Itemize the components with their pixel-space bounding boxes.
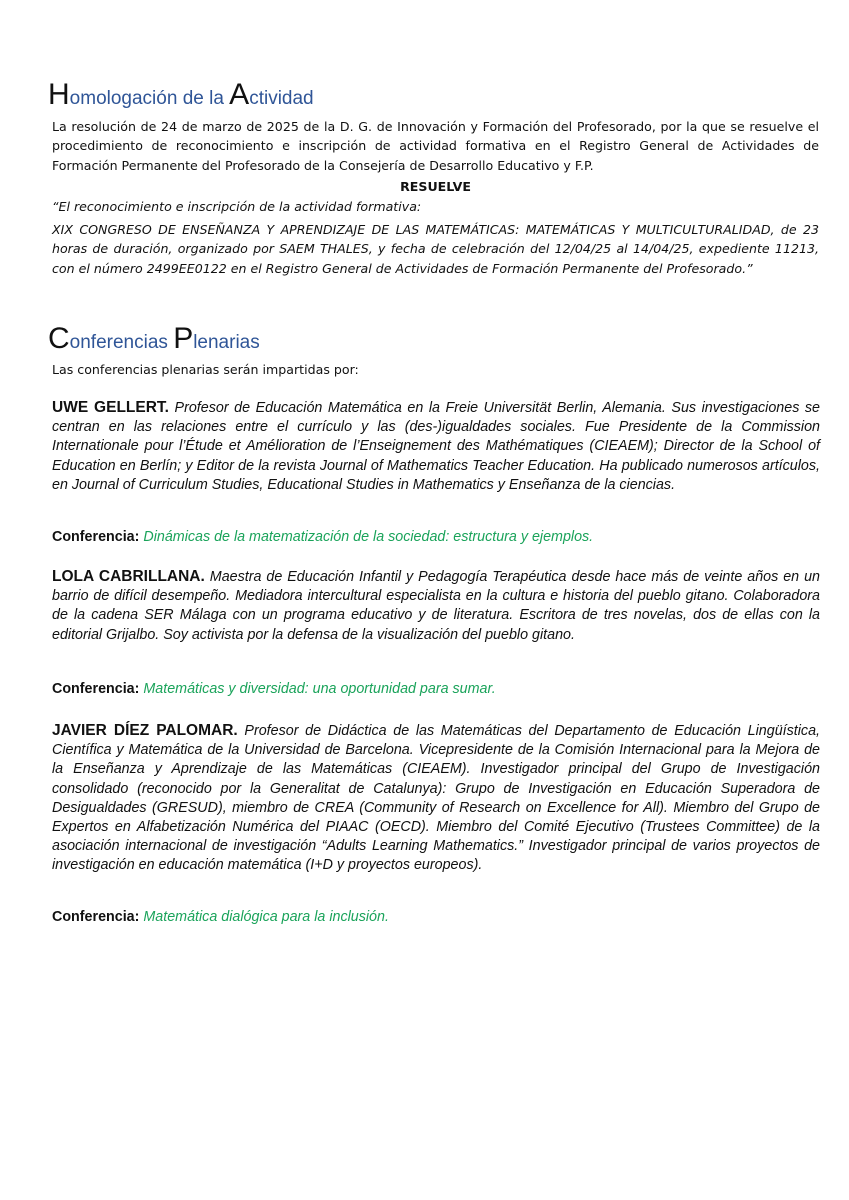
speaker-name: JAVIER DÍEZ PALOMAR. <box>52 722 238 739</box>
speaker-description: Profesor de Educación Matemática en la Freie Universität Berlin, Alemania. Sus investigaciones se centran en las relaciones entre el currículo y las (des-)igualdades sociales. Fue Presidente de la Commission Internationale pour l’Étude et Amélioration de l’Enseignement des Mathématiques (CIEAEM); Director de la School of Education en Berlín; y Editor de la revista Journal of Mathematics Teacher Education. Ha publicado numerosos artículos, en Journal of Curriculum Studies, Educational Studies in Mathematics y Enseñanza de la ciencias. <box>52 400 821 493</box>
speaker-name: UWE GELLERT. <box>52 399 169 416</box>
speaker-description: Maestra de Educación Infantil y Pedagogía Terapéutica desde hace más de veinte años en un barrio de difícil desempeño. Mediadora intercultural especialista en la cultura e historia del pueblo gitano. Colaboradora de la cadena SER Málaga con un programa educativo y de literatura. Escritora de tres novelas, dos de ellas con la editorial Grijalbo. Soy activista por la defensa de la visualización del pueblo gitano. <box>52 569 820 643</box>
conference-title: Matemática dialógica para la inclusión. <box>143 909 389 925</box>
conference-label: Conferencia: <box>52 681 140 697</box>
quote-body: XIX CONGRESO DE ENSEÑANZA Y APRENDIZAJE DE LAS MATEMÁTICAS: MATEMÁTICAS Y MULTICULTURALIDAD, de 23 horas de duración, organizado por SAEM THALES, y fecha de celebración del 12/04/25 al 14/04/25, expediente 11213, con el número 2499EE0122 en el Registro General de Actividades de Formación Permanente del Profesorado.” <box>52 222 819 276</box>
heading-text: lenarias <box>193 332 260 353</box>
heading-initial: A <box>229 78 250 111</box>
plenarias-intro: Las conferencias plenarias serán impartidas por: <box>52 362 359 377</box>
speaker-description: Profesor de Didáctica de las Matemáticas del Departamento de Educación Lingüística, Científica y Matemática de la Universidad de Barcelona. Vicepresidente de la Comisión Internacional para la Mejora de la Enseñanza y Aprendizaje de las Matemáticas (CIEAEM). Investigador principal del Grupo de Investigación consolidado (reconocido por la Generalitat de Catalunya): Grupo de Investigación en Educación Superadora de Desigualdades (GRESUD), miembro de CREA (Community of Research on Excellence for All). Miembro del Grupo de Expertos en Alfabetización Numérica del PIAAC (OECD). Miembro del Comité Ejecutivo (Trustees Committee) de la asociación internacional de investigación “Adults Learning Mathematics.” Investigador principal de varios proyectos de investigación en educación matemática (I+D y proyectos europeos). <box>52 723 820 874</box>
conference-title: Dinámicas de la matematización de la sociedad: estructura y ejemplos. <box>143 529 594 545</box>
homologacion-heading <box>48 80 314 114</box>
quote-intro: “El reconocimiento e inscripción de la actividad formativa: <box>52 199 422 214</box>
heading-text: ctividad <box>249 88 314 109</box>
heading-text: onferencias <box>69 332 174 353</box>
speaker-conference <box>52 679 496 699</box>
conference-label: Conferencia: <box>52 529 140 545</box>
speaker-bio <box>52 721 820 876</box>
heading-initial: C <box>48 322 70 355</box>
conference-label: Conferencia: <box>52 909 140 925</box>
speaker-conference <box>52 907 389 927</box>
heading-text: omologación de la <box>69 88 230 109</box>
speaker-conference <box>52 527 593 547</box>
plenarias-heading <box>48 324 260 358</box>
conference-title: Matemáticas y diversidad: una oportunidad para sumar. <box>143 681 496 697</box>
resolution-paragraph: La resolución de 24 de marzo de 2025 de la D. G. de Innovación y Formación del Profesorado, por la que se resuelve el procedimiento de reconocimiento e inscripción de actividad formativa en el Registro General de Actividades de Formación Permanente del Profesorado de la Consejería de Desarrollo Educativo y F.P. <box>52 119 819 173</box>
speaker-bio <box>52 567 820 645</box>
heading-initial: P <box>173 322 194 355</box>
speaker-name: LOLA CABRILLANA. <box>52 568 205 585</box>
heading-initial: H <box>48 78 70 111</box>
resuelve-label: RESUELVE <box>400 179 471 194</box>
speaker-bio <box>52 398 820 495</box>
